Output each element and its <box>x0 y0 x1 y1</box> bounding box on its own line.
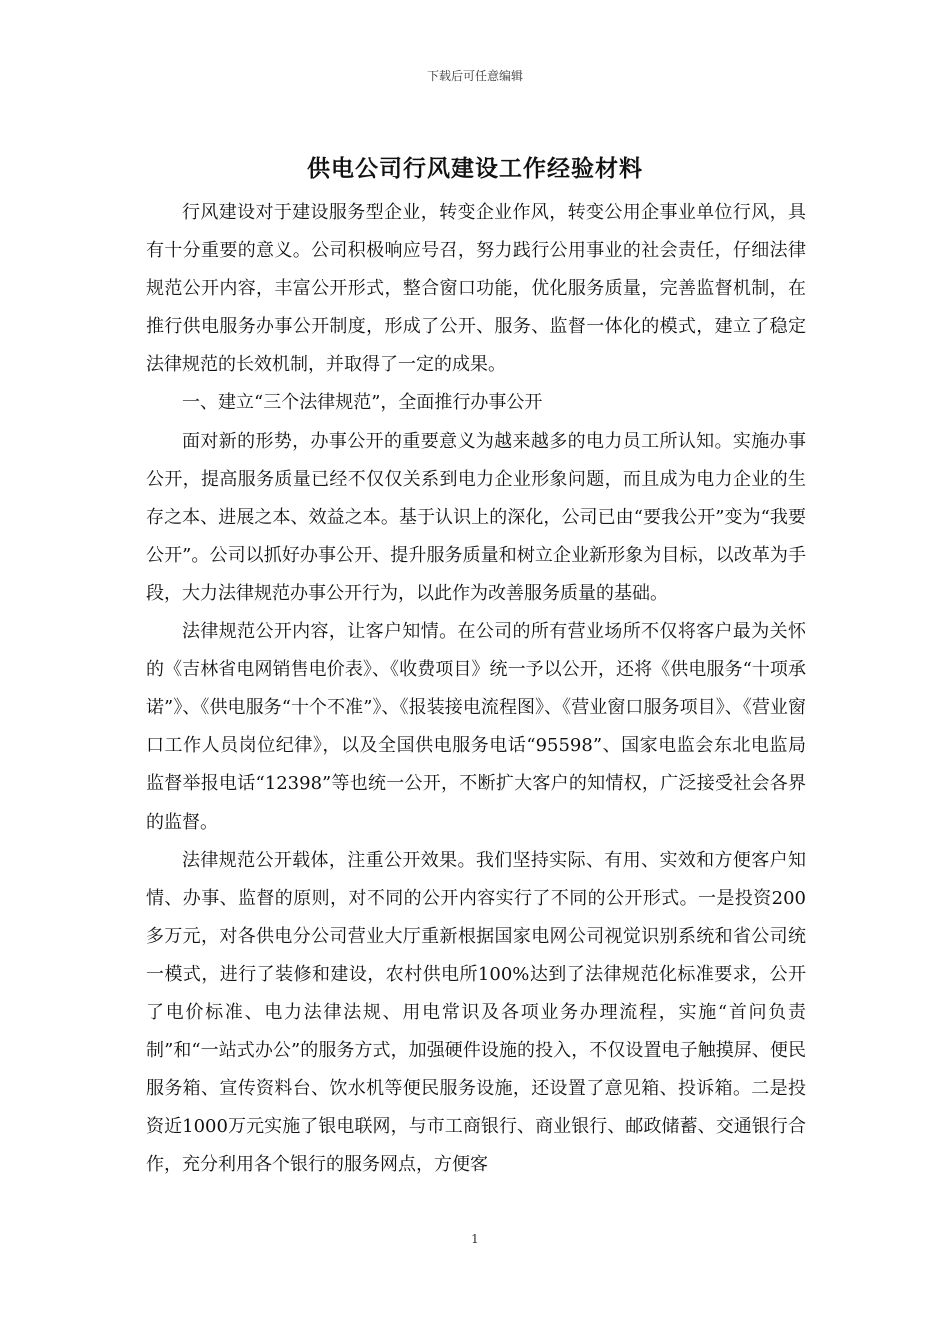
paragraph-intro: 行风建设对于建设服务型企业，转变企业作风，转变公用企事业单位行风，具有十分重要的意义。公司积极响应号召，努力践行公用事业的社会责任，仔细法律规范公开内容，丰富公开形式，整合窗口功能，优化服务质量，完善监督机制，在推行供电服务办事公开制度，形成了公开、服务、监督一体化的模式，建立了稳定法律规范的长效机制，并取得了一定的成果。 <box>146 202 806 376</box>
paragraph-carrier-standard: 法律规范公开载体，注重公开效果。我们坚持实际、有用、实效和方便客户知情、办事、监督的原则，对不同的公开内容实行了不同的公开形式。一是投资200多万元，对各供电分公司营业大厅重新根据国家电网公司视觉识别系统和省公司统一模式，进行了装修和建设，农村供电所100%达到了法律规范化标准要求，公开了电价标准、电力法律法规、用电常识及各项业务办理流程，实施“首问负责制”和“一站式办公”的服务方式，加强硬件设施的投入，不仅设置电子触摸屏、便民服务箱、宣传资料台、饮水机等便民服务设施，还设置了意见箱、投诉箱。二是投资近1000万元实施了银电联网，与市工商银行、商业银行、邮政储蓄、交通银行合作，充分利用各个银行的服务网点，方便客 <box>146 849 806 1176</box>
section-heading-1: 一、建立“三个法律规范”，全面推行办事公开 <box>182 392 543 414</box>
page-number: 1 <box>471 1232 479 1246</box>
paragraph-content-standard: 法律规范公开内容，让客户知情。在公司的所有营业场所不仅将客户最为关怀的《吉林省电网销售电价表》、《收费项目》统一予以公开，还将《供电服务“十项承诺”》、《供电服务“十个不准”》、《报装接电流程图》、《营业窗口服务项目》、《营业窗口工作人员岗位纪律》，以及全国供电服务电话“95598”、国家电监会东北电监局监督举报电话“12398”等也统一公开，不断扩大客户的知情权，广泛接受社会各界的监督。 <box>146 621 806 833</box>
paragraph-background: 面对新的形势，办事公开的重要意义为越来越多的电力员工所认知。实施办事公开，提高服务质量已经不仅仅关系到电力企业形象问题，而且成为电力企业的生存之本、进展之本、效益之本。基于认识上的深化，公司已由“要我公开”变为“我要公开”。公司以抓好办事公开、提升服务质量和树立企业新形象为目标，以改革为手段，大力法律规范办事公开行为，以此作为改善服务质量的基础。 <box>146 430 806 604</box>
page-header: 下载后可任意编辑 <box>426 69 523 83</box>
document-title: 供电公司行风建设工作经验材料 <box>307 155 643 182</box>
document-body <box>146 194 806 1184</box>
